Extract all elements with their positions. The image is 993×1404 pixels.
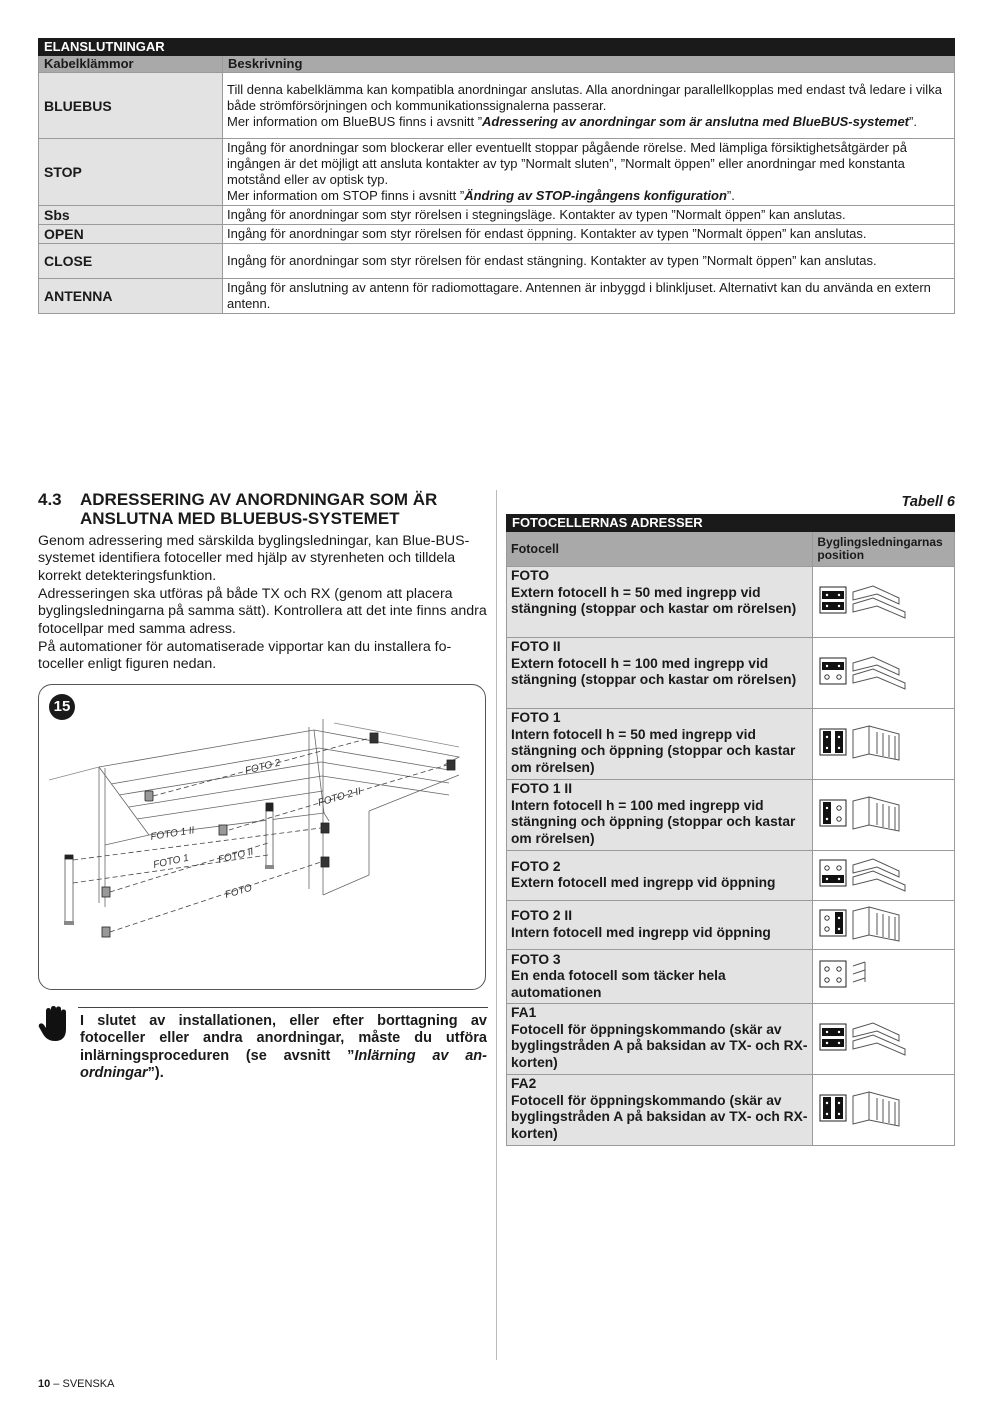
photocell-description: Extern fotocell med ingrepp vid öppning	[511, 875, 776, 891]
ref-suffix: ”.	[726, 188, 735, 203]
photocell-name: FOTO 2 II	[511, 908, 573, 924]
paragraph: Genom adressering med särskilda byglingsledningar, kan Blue-BUS-systemet identifiera fotoceller med hjälp av styrenheten och tilldela korrekt detekteringsfunktion.	[38, 533, 470, 584]
jumper-diagram-icon	[819, 578, 939, 622]
ref-prefix: Mer information om BlueBUS finns i avsnitt ”	[227, 113, 483, 129]
terminal-name: ANTENNA	[39, 279, 223, 314]
photocell-row	[507, 900, 955, 950]
jumper-position-cell	[813, 567, 955, 638]
terminal-name: BLUEBUS	[39, 73, 223, 139]
terminal-description: Ingång för anordningar som styr rörelsen för endast stängning. Kontakter av typen ”Normalt öppen” kan anslutas.	[223, 244, 955, 279]
photocell-name: FOTO 2	[511, 858, 561, 874]
photocell-cell	[507, 900, 813, 950]
figure-photocell-layout	[38, 684, 486, 990]
col-photocell-header: Fotocell	[507, 532, 813, 567]
label-foto-2: FOTO 2	[244, 757, 282, 777]
photocell-row	[507, 1075, 955, 1146]
photocell-row	[507, 567, 955, 638]
photocell-name: FA1	[511, 1005, 537, 1020]
connection-row-sbs	[39, 206, 955, 225]
footer-separator: –	[50, 1378, 63, 1390]
column-divider	[496, 490, 497, 1360]
section-title: ADRESSERING AV ANORDNINGAR SOM ÄR ANSLUTNA MED BLUEBUS-SYSTEMET	[80, 490, 438, 528]
label-foto-ii: FOTO II	[217, 846, 255, 866]
jumper-diagram-icon	[819, 851, 939, 895]
terminal-description	[223, 139, 955, 206]
paragraph: På automationer för automatiserade vipportar kan du installera fo-toceller enligt figuren nedan.	[38, 639, 452, 673]
ref-prefix: Mer information om STOP finns i avsnitt ”	[227, 188, 465, 203]
jumper-diagram-icon	[819, 952, 939, 996]
terminal-description	[223, 73, 955, 139]
paragraph: Adresseringen ska utföras på både TX och RX (genom att placera byglingsledningarna på samma sätt). Kontrollera att det inte finns andra fotocellpar med samma adress.	[38, 586, 487, 637]
page-footer	[38, 1378, 114, 1390]
col-position-header: Byglingsledningarnas position	[813, 532, 955, 567]
photocell-row	[507, 780, 955, 851]
hand-warning-icon	[38, 1005, 72, 1043]
jumper-diagram-icon	[819, 649, 939, 693]
jumper-position-cell	[813, 900, 955, 950]
jumper-position-cell	[813, 638, 955, 709]
description-text: Till denna kabelklämma kan kompatibla anordningar anslutas. Alla anordningar parallellkopplas med endast två ledare i vilka både strömförsörjningen och kommunikationssignalerna passerar.	[227, 81, 942, 113]
terminal-name: OPEN	[39, 225, 223, 244]
photocell-description: Extern fotocell h = 100 med ingrepp vid stängning (stoppar och kastar om rörelsen)	[511, 655, 797, 687]
garage-door-illustration	[39, 685, 485, 989]
photocell-row	[507, 851, 955, 901]
label-foto: FOTO	[223, 882, 254, 901]
jumper-position-cell	[813, 709, 955, 780]
table-label: Tabell 6	[901, 494, 955, 510]
section-reference: Adressering av anordningar som är anslutna med BlueBUS-systemet	[482, 113, 910, 129]
terminal-description: Ingång för anslutning av antenn för radiomottagare. Antennen är inbyggd i blinkljuset. Alternativt kan du använda en extern antenn.	[223, 279, 955, 314]
photocell-cell	[507, 780, 813, 851]
photocell-row	[507, 638, 955, 709]
label-foto-1: FOTO 1	[152, 852, 190, 871]
jumper-diagram-icon	[819, 1086, 939, 1130]
photocell-description: En enda fotocell som täcker hela automationen	[511, 968, 726, 1000]
col-terminal-header: Kabelklämmor	[39, 56, 223, 73]
photocell-cell	[507, 1004, 813, 1075]
photocell-name: FOTO 3	[511, 951, 561, 967]
photocell-cell	[507, 567, 813, 638]
photocell-row	[507, 1004, 955, 1075]
photocell-cell	[507, 638, 813, 709]
col-description-header: Beskrivning	[223, 56, 955, 73]
connections-title: ELANSLUTNINGAR	[39, 39, 955, 56]
note-reference: Inlärning av an-ordningar	[80, 1047, 487, 1082]
photocell-description: Intern fotocell h = 50 med ingrepp vid stängning och öppning (stoppar och kastar om rörelsen)	[511, 726, 796, 775]
jumper-diagram-icon	[819, 901, 939, 945]
photocell-address-table	[506, 514, 955, 1146]
photocell-cell	[507, 950, 813, 1004]
label-foto-1-ii: FOTO 1 II	[149, 825, 196, 843]
photocell-table-title: FOTOCELLERNAS ADRESSER	[507, 515, 955, 532]
jumper-position-cell	[813, 950, 955, 1004]
jumper-diagram-icon	[819, 1015, 939, 1059]
connections-table	[38, 38, 955, 314]
connection-row-bluebus	[39, 73, 955, 139]
jumper-position-cell	[813, 1004, 955, 1075]
section-reference: Ändring av STOP-ingångens konfiguration	[464, 188, 727, 203]
photocell-name: FA2	[511, 1076, 537, 1091]
jumper-diagram-icon	[819, 720, 939, 764]
ref-suffix: ”.	[909, 113, 917, 129]
photocell-description: Extern fotocell h = 50 med ingrepp vid stängning (stoppar och kastar om rörelsen)	[511, 584, 797, 616]
terminal-name: CLOSE	[39, 244, 223, 279]
photocell-row	[507, 950, 955, 1004]
photocell-description: Intern fotocell med ingrepp vid öppning	[511, 924, 771, 940]
connection-row-close	[39, 244, 955, 279]
photocell-description: Intern fotocell h = 100 med ingrepp vid stängning och öppning (stoppar och kastar om rörelsen)	[511, 797, 796, 846]
note-text: I slutet av installationen, eller efter borttagning av fotoceller eller andra anordningar, måste du utföra inlärningsproceduren (se avsnitt ”	[80, 1013, 487, 1064]
figure-number-badge: 15	[49, 694, 75, 720]
terminal-name: STOP	[39, 139, 223, 206]
jumper-position-cell	[813, 1075, 955, 1146]
connection-row-open	[39, 225, 955, 244]
terminal-description: Ingång för anordningar som styr rörelsen för endast öppning. Kontakter av typen ”Normalt öppen” kan anslutas.	[223, 225, 955, 244]
right-wall	[309, 719, 459, 895]
jumper-position-cell	[813, 851, 955, 901]
photocell-cell	[507, 1075, 813, 1146]
section-number: 4.3	[38, 490, 62, 509]
page-number: 10	[38, 1378, 51, 1390]
photocell-row	[507, 709, 955, 780]
description-text: Ingång för anordningar som blockerar eller eventuellt stoppar pågående rörelse. Med lämpliga försiktighetsåtgärder på ingången är det möjligt att ansluta kontakter av typ ”Normalt sluten”, ”Normalt öppen” eller anordningar med konstanta motstånd eller av optisk typ.	[227, 140, 908, 187]
footer-language: SVENSKA	[62, 1378, 115, 1390]
terminal-description: Ingång för anordningar som styr rörelsen i stegningsläge. Kontakter av typen ”Normalt öppen” kan anslutas.	[223, 206, 955, 225]
photocell-name: FOTO II	[511, 639, 561, 654]
photocell-description: Fotocell för öppningskommando (skär av byglingstråden A på baksidan av TX- och RX-korten)	[511, 1092, 808, 1141]
jumper-diagram-icon	[819, 791, 939, 835]
connection-row-antenna	[39, 279, 955, 314]
jumper-position-cell	[813, 780, 955, 851]
connection-row-stop	[39, 139, 955, 206]
note-suffix: ”).	[147, 1065, 164, 1082]
note-divider	[78, 1007, 488, 1008]
photocell-name: FOTO 1 II	[511, 781, 573, 796]
installation-note	[80, 1013, 487, 1083]
photocell-name: FOTO	[511, 568, 550, 583]
photocell-description: Fotocell för öppningskommando (skär av byglingstråden A på baksidan av TX- och RX-korten)	[511, 1021, 808, 1070]
label-foto-2-ii: FOTO 2 II	[316, 786, 363, 809]
terminal-name: Sbs	[39, 206, 223, 225]
photocell-cell	[507, 709, 813, 780]
left-wall	[99, 767, 149, 907]
overhead-door	[49, 723, 459, 835]
photocell-cell	[507, 851, 813, 901]
photocell-name: FOTO 1	[511, 710, 561, 725]
